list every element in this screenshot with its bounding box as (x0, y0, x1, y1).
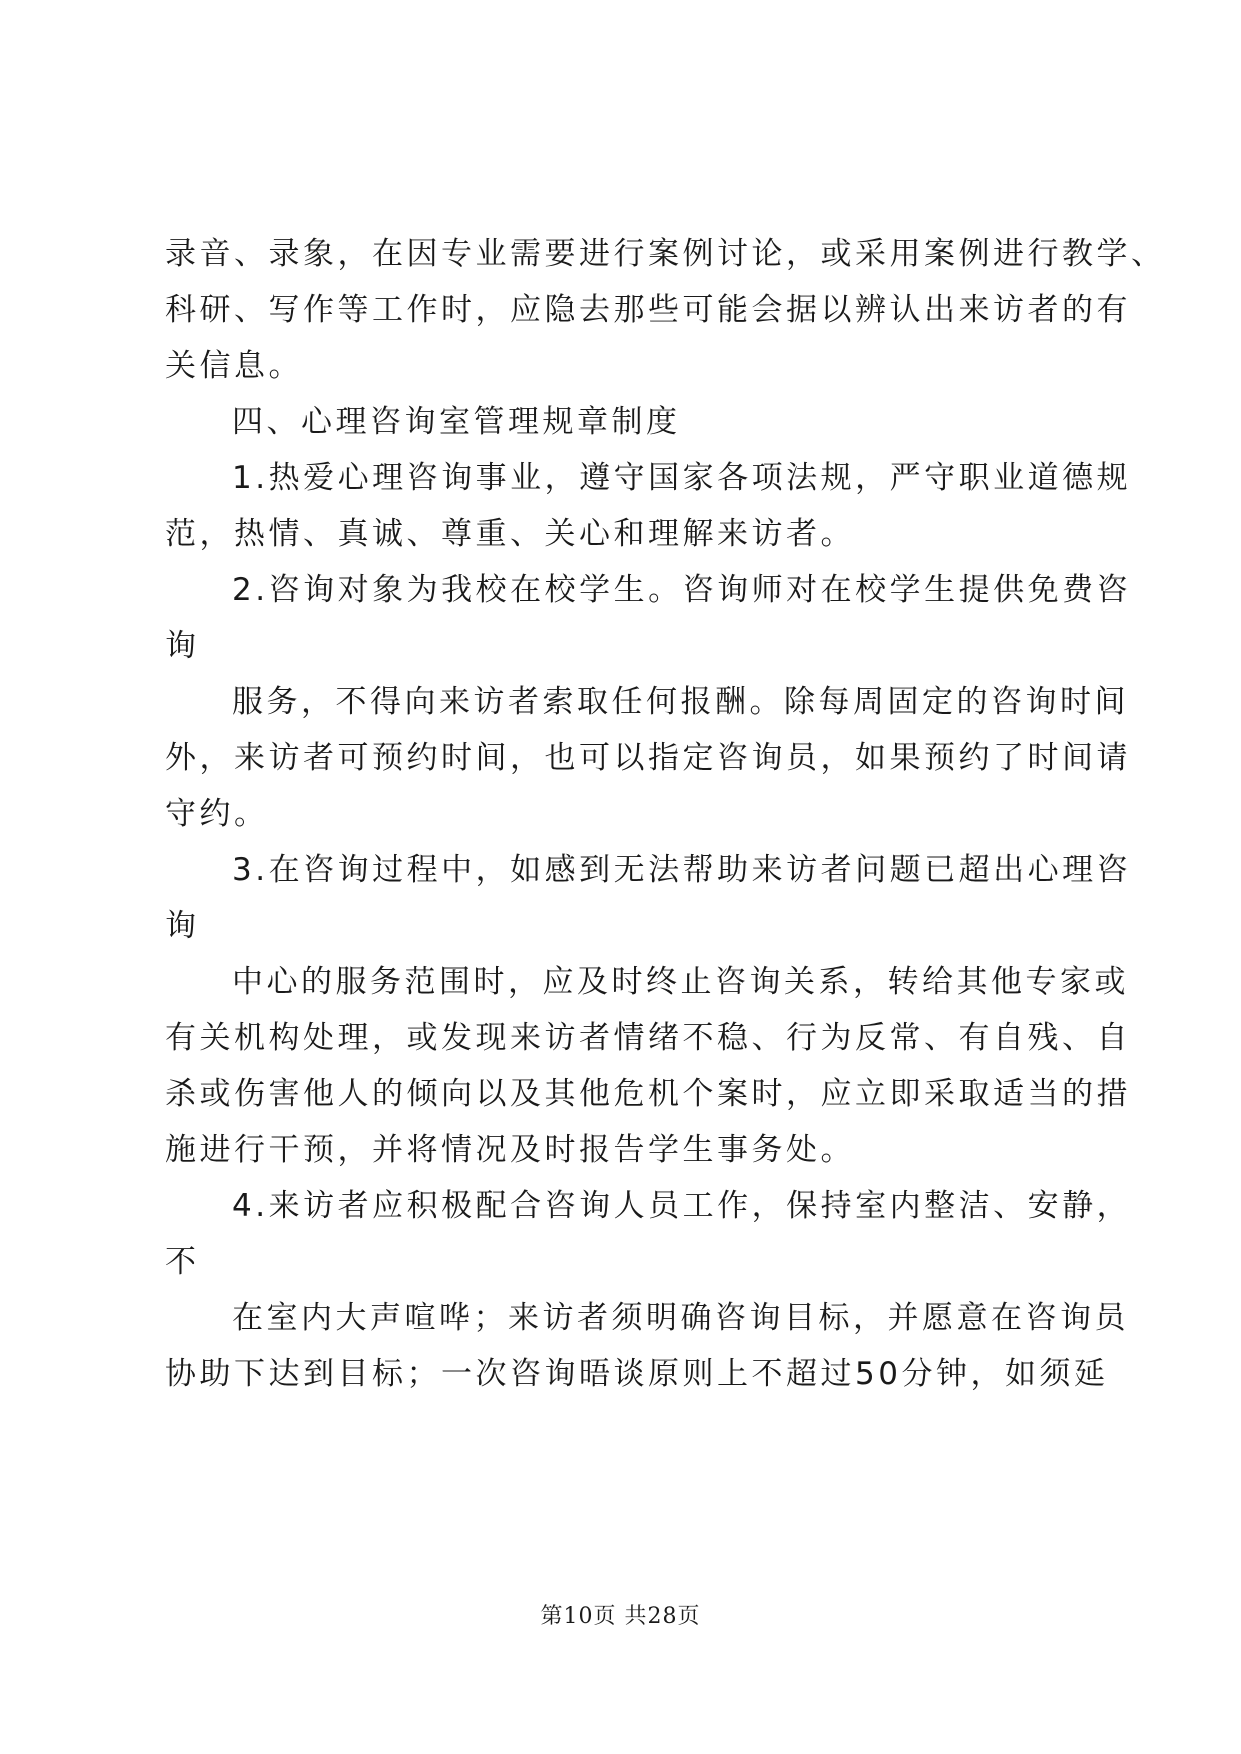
text-line: 询 (165, 908, 200, 944)
text-line: 科研、写作等工作时，应隐去那些可能会据以辨认出来访者的有 (165, 292, 1131, 328)
text-line: 2.咨询对象为我校在校学生。咨询师对在校学生提供免费咨 (232, 572, 1132, 608)
text-line: 有关机构处理，或发现来访者情绪不稳、行为反常、有自残、自 (165, 1020, 1131, 1056)
section-heading: 四、心理咨询室管理规章制度 (232, 404, 681, 440)
page-number-footer: 第10页 共28页 (540, 1604, 701, 1629)
text-line: 关信息。 (165, 348, 303, 384)
text-line: 4.来访者应积极配合咨询人员工作，保持室内整洁、安静， (232, 1188, 1132, 1224)
text-line: 1.热爱心理咨询事业，遵守国家各项法规，严守职业道德规 (232, 460, 1132, 496)
text-line: 协助下达到目标；一次咨询晤谈原则上不超过50分钟，如须延 (165, 1356, 1109, 1392)
text-line: 3.在咨询过程中，如感到无法帮助来访者问题已超出心理咨 (232, 852, 1132, 888)
text-line: 外，来访者可预约时间，也可以指定咨询员，如果预约了时间请 (165, 740, 1131, 776)
text-line: 不 (165, 1244, 200, 1280)
text-line: 守约。 (165, 796, 269, 832)
text-line: 服务，不得向来访者索取任何报酬。除每周固定的咨询时间 (232, 684, 1129, 720)
text-line: 杀或伤害他人的倾向以及其他危机个案时，应立即采取适当的措 (165, 1076, 1131, 1112)
text-line: 询 (165, 628, 200, 664)
text-line: 在室内大声喧哗；来访者须明确咨询目标，并愿意在咨询员 (232, 1300, 1129, 1336)
text-line: 范，热情、真诚、尊重、关心和理解来访者。 (165, 516, 855, 552)
text-line: 录音、录象，在因专业需要进行案例讨论，或采用案例进行教学、 (165, 236, 1166, 272)
text-line: 中心的服务范围时，应及时终止咨询关系，转给其他专家或 (232, 964, 1129, 1000)
text-line: 施进行干预，并将情况及时报告学生事务处。 (165, 1132, 855, 1168)
